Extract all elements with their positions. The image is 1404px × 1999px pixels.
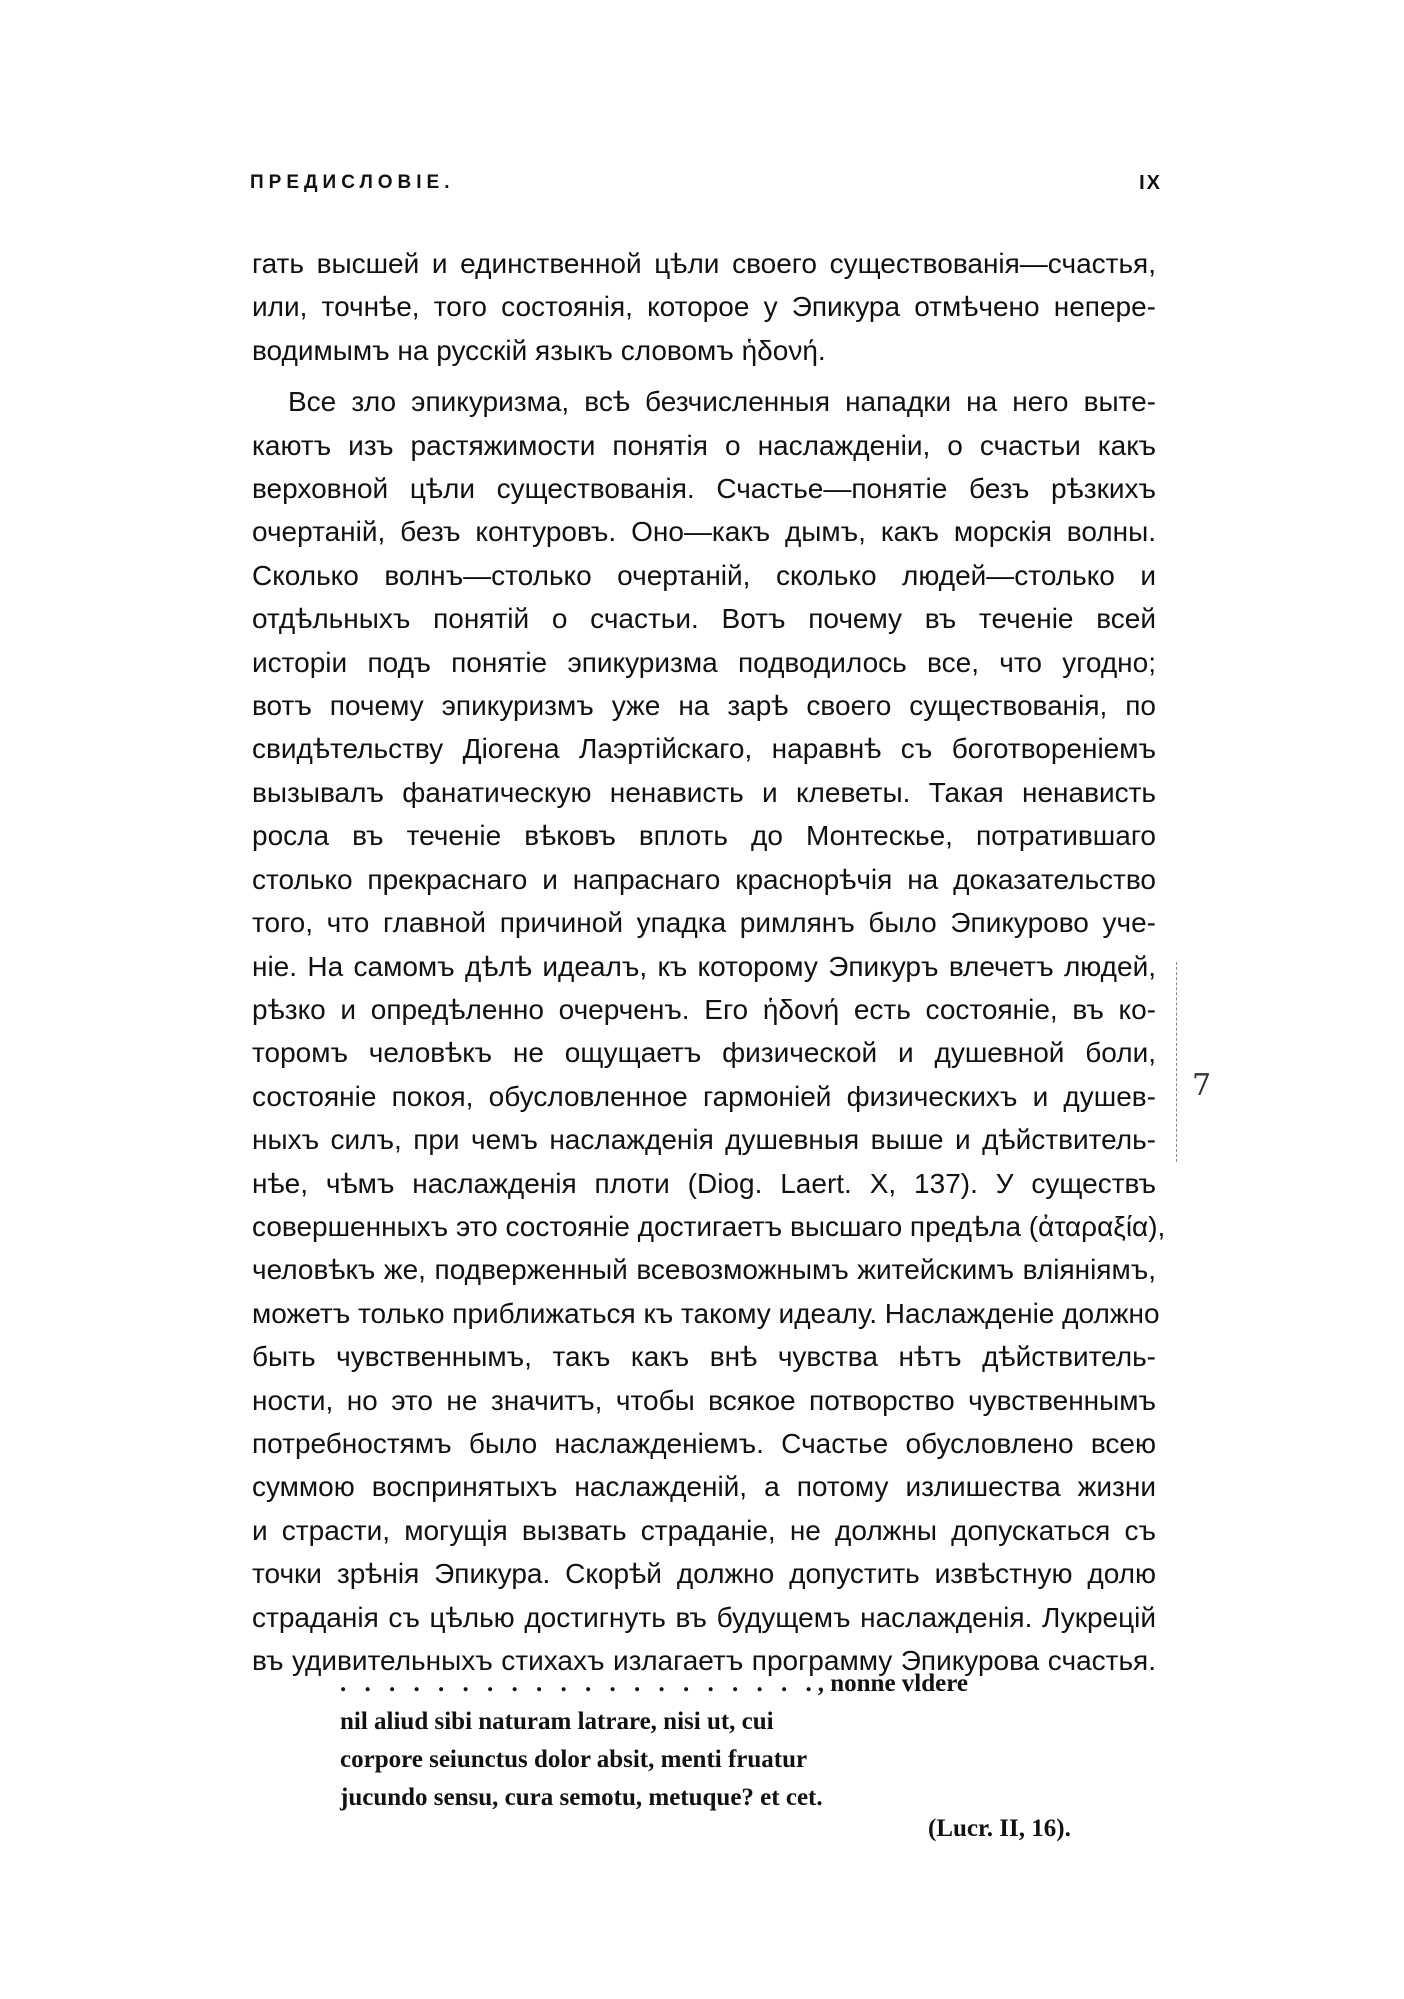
text-line: отдѣльныхъ понятій о счастьи. Вотъ почему въ теченіе всей (252, 603, 1156, 635)
text-line: росла въ теченіе вѣковъ вплоть до Монтескье, потратившаго (252, 820, 1156, 852)
text-line: или, точнѣе, того состоянія, которое у Эпикура отмѣчено непере- (252, 291, 1156, 323)
verse-line: corpore seiunctus dolor absit, menti fruatur (340, 1746, 808, 1773)
latin-verse-quote (340, 1665, 968, 1817)
text-line: ности, но это не значитъ, чтобы всякое потворство чувственнымъ (252, 1384, 1156, 1416)
text-line: рѣзко и опредѣленно очерченъ. Его ἡδονή есть состояніе, въ ко- (252, 993, 1156, 1025)
text-line: столько прекраснаго и напраснаго краснорѣчія на доказательство (252, 863, 1156, 895)
verse-line: jucundo sensu, cura semotu, metuque? et cet. (340, 1784, 823, 1811)
text-line: исторіи подъ понятіе эпикуризма подводилось все, что угодно; (252, 646, 1156, 678)
text-line: вотъ почему эпикуризмъ уже на зарѣ своего существованія, по (252, 690, 1156, 722)
text-line: Все зло эпикуризма, всѣ безчисленныя нападки на него выте- (288, 386, 1156, 418)
text-line: вызывалъ фанатическую ненависть и клеветы. Такая ненависть (252, 776, 1156, 808)
text-line: человѣкъ же, подверженный всевозможнымъ житейскимъ вліяніямъ, (252, 1254, 1156, 1286)
text-line: ніе. На самомъ дѣлѣ идеалъ, къ которому Эпикуръ влечетъ людей, (252, 950, 1156, 982)
text-line: въ удивительныхъ стихахъ излагаетъ программу Эпикурова счастья. (252, 1645, 1156, 1676)
body-text (252, 242, 1166, 1682)
text-line: можетъ только приближаться къ такому идеалу. Наслажденіе должно (252, 1297, 1160, 1329)
verse-line-tail: , nonne vldere (817, 1670, 968, 1697)
text-line: Сколько волнъ—столько очертаній, сколько людей—столько и (252, 559, 1156, 591)
running-title: ПРЕДИСЛОВІЕ. (250, 172, 455, 193)
text-line: того, что главной причиной упадка римлянъ было Эпикурово уче- (252, 907, 1156, 939)
text-line: суммою воспринятыхъ наслажденій, а потому излишества жизни (252, 1471, 1156, 1503)
margin-handwritten-mark: 7 (1192, 1068, 1212, 1103)
text-line: и страсти, могущія вызвать страданіе, не должны допускаться съ (252, 1514, 1156, 1546)
text-line: ныхъ силъ, при чемъ наслажденія душевныя выше и дѣйствитель- (252, 1124, 1156, 1156)
text-line: водимымъ на русскій языкъ словомъ ἡδονή. (252, 334, 826, 366)
text-line: совершенныхъ это состояніе достигаетъ высшаго предѣла (ἀταραξία), (252, 1210, 1166, 1242)
verse-line (340, 1665, 968, 1703)
text-line: верховной цѣли существованія. Счастье—понятіе безъ рѣзкихъ (252, 473, 1156, 505)
text-line: точки зрѣнія Эпикура. Скорѣй должно допустить извѣстную долю (252, 1558, 1156, 1590)
text-line: торомъ человѣкъ не ощущаетъ физической и душевной боли, (252, 1037, 1156, 1069)
text-line: очертаній, безъ контуровъ. Оно—какъ дымъ, какъ морскія волны. (252, 516, 1156, 548)
paragraph-gap (252, 372, 1156, 380)
text-line: потребностямъ было наслажденіемъ. Счастье обусловлено всею (252, 1427, 1156, 1459)
text-line: страданія съ цѣлью достигнуть въ будущемъ наслажденія. Лукрецій (252, 1601, 1156, 1633)
verse-citation: (Lucr. II, 16). (928, 1815, 1071, 1842)
text-line: быть чувственнымъ, такъ какъ внѣ чувства нѣтъ дѣйствитель- (252, 1341, 1156, 1373)
verse-line: nil aliud sibi naturam latrare, nisi ut, cui (340, 1708, 774, 1735)
text-line: нѣе, чѣмъ наслажденія плоти (Diog. Laert. X, 137). У существъ (252, 1167, 1156, 1199)
text-line: каютъ изъ растяжимости понятія о наслажденіи, о счастьи какъ (252, 429, 1156, 461)
page-number: IX (1139, 172, 1162, 194)
text-line: гать высшей и единственной цѣли своего существованія—счастья, (252, 248, 1156, 279)
text-line: свидѣтельству Діогена Лаэртійскаго, наравнѣ съ боготвореніемъ (252, 733, 1156, 765)
margin-pencil-line (1176, 962, 1177, 1162)
text-line: состояніе покоя, обусловленное гармоніей физическихъ и душев- (252, 1080, 1156, 1112)
ellipsis-dots: . . . . . . . . . . . . . . . . . . . . (340, 1670, 818, 1697)
